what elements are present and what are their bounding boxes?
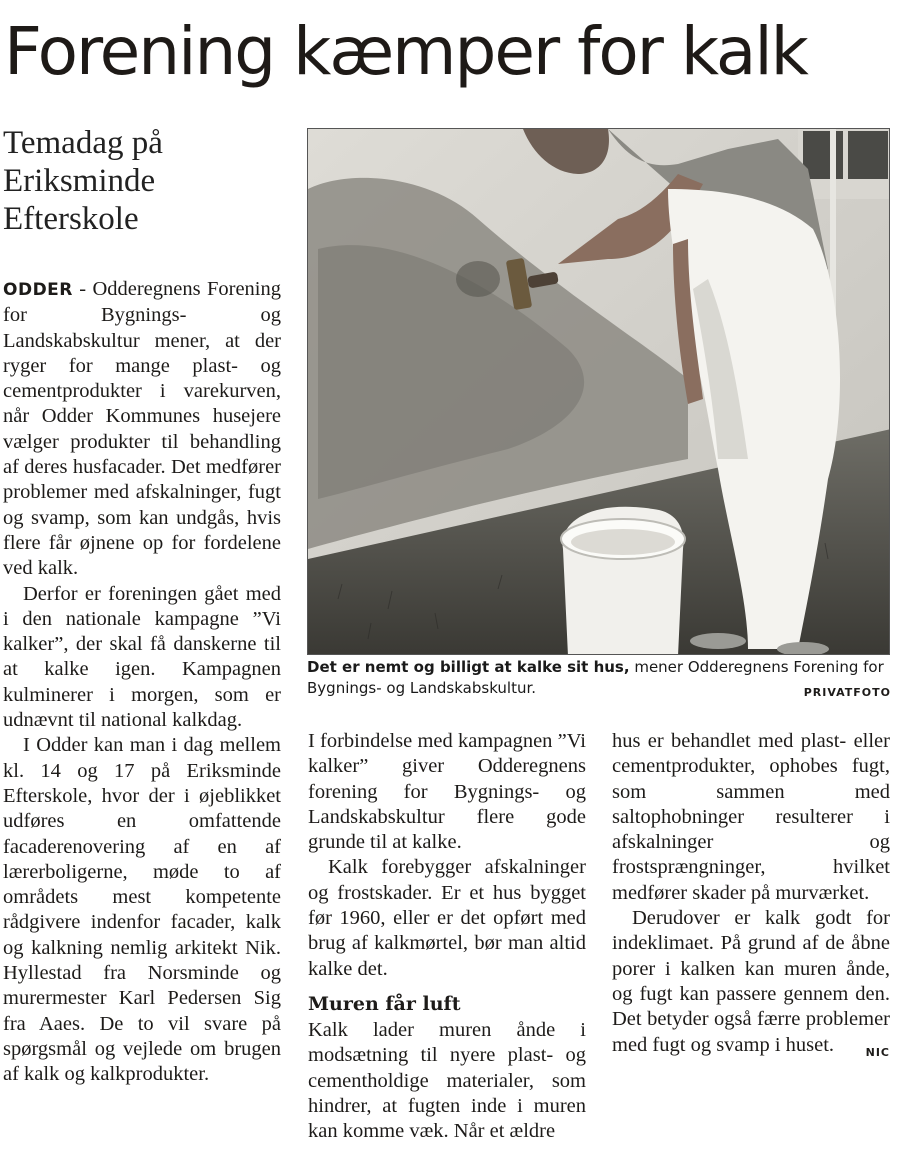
- headline: Forening kæmper for kalk: [4, 13, 807, 90]
- subheadline-line: Eriksminde: [3, 163, 156, 199]
- subheadline: [3, 124, 293, 238]
- body-paragraph: I forbindelse med kampagnen ”Vi kalker” giver Odderegnens forening for Bygnings- og Landskabskultur flere gode grunde til at kalke.: [308, 730, 586, 854]
- crosshead: Muren får luft: [308, 992, 461, 1015]
- article-column-1: [3, 277, 281, 1088]
- body-paragraph: Derfor er foreningen gået med i den nationale kampagne ”Vi kalker”, der skal få danskerne til at kalke igen. Kampagnen kulminerer i morgen, som er udnævnt til national kalkdag.: [3, 582, 281, 732]
- body-paragraph: [612, 906, 890, 1058]
- body-paragraph: I Odder kan man i dag mellem kl. 14 og 17 på Eriksminde Efterskole, hvor der i øjeblikket udføres en omfattende facaderenovering af en af lærerboligerne, møde to af områdets mest kompetente rådgivere indenfor facader, kalk og kalkning nemlig arkitekt Nik. Hyllestad fra Norsminde og murermester Karl Pedersen Sig fra Aaes. De to vil svare på spørgsmål og vejlede om brugen af kalk og kalkprodukter.: [3, 734, 281, 1086]
- article-photo: [307, 128, 890, 655]
- photo-man-whitewashing-wall: [308, 129, 890, 655]
- body-paragraph-continued: hus er behandlet med plast- eller cementprodukter, ophobes fugt, som sammen med saltophobninger resulterer i afskalninger og frostsprængninger, hvilket medfører skader på murværket.: [612, 730, 890, 904]
- lead-paragraph: [3, 277, 281, 582]
- article-column-3: [612, 729, 890, 1065]
- lead-text: - Odderegnens Forening for Bygnings- og Landskabskultur mener, at der ryger for mange plast- og cementprodukter i varekurven, når Odder Kommunes husejere vælger produkter til behandling af deres husfacader. Det medfører problemer med afskalninger, fugt og svamp, som kan undgås, hvis flere får øjnene op for fordelene ved kalk.: [3, 278, 281, 580]
- body-paragraph: Kalk lader muren ånde i modsætning til nyere plast- og cementholdige materialer, som hindrer, at fugten inde i muren kan komme væk. Når et ældre: [308, 1018, 586, 1143]
- subheadline-line: Temadag på: [3, 125, 163, 161]
- body-paragraph-text: Derudover er kalk godt for indeklimaet. På grund af de åbne porer i kalken kan muren ånde, og fugt kan passere gennem den. Det betyder også færre problemer med fugt og svamp i huset.: [612, 907, 890, 1056]
- article-column-2: [308, 729, 586, 1144]
- dateline: ODDER: [3, 280, 73, 300]
- caption-lead: Det er nemt og billigt at kalke sit hus,: [307, 658, 630, 676]
- byline: NIC: [865, 1045, 890, 1059]
- caption-text: mener Odderegnens Forening for Bygnings- og Landskabskultur.: [307, 658, 884, 697]
- body-paragraph: Kalk forebygger afskalninger og frostskader. Er et hus bygget før 1960, eller er det opført med brug af kalkmørtel, bør man altid kalke det.: [308, 856, 586, 980]
- photo-credit: PRIVATFOTO: [803, 686, 891, 699]
- subheadline-line: Efterskole: [3, 201, 139, 237]
